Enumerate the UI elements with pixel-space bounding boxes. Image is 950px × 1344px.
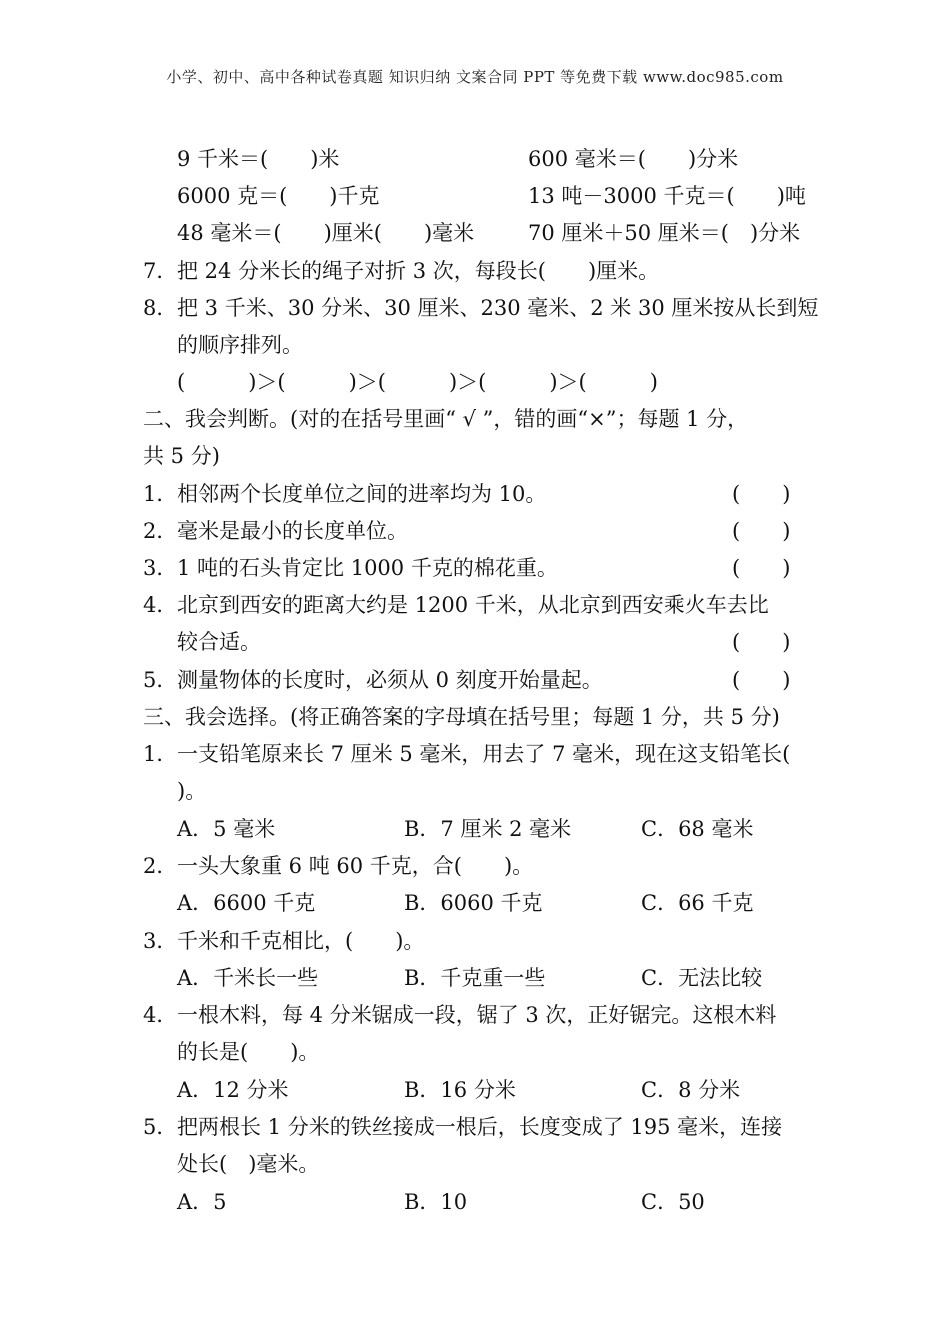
choice-1-option-a[interactable]: A．5 毫米 xyxy=(177,817,276,841)
choice-5-option-b[interactable]: B．10 xyxy=(404,1190,468,1214)
choice-1-option-b[interactable]: B．7 厘米 2 毫米 xyxy=(404,817,572,841)
choice-4-number: 4． xyxy=(143,1003,178,1027)
section2-title: 二、我会判断。(对的在括号里画“ √ ”，错的画“×”；每题 1 分， xyxy=(143,407,749,431)
judge-1-text: 相邻两个长度单位之间的进率均为 10。 xyxy=(177,482,547,506)
judge-4-text-cont: 较合适。 xyxy=(177,630,261,654)
judge-4-number: 4． xyxy=(143,593,178,617)
section2-title-cont: 共 5 分) xyxy=(143,444,220,468)
q7-number: 7． xyxy=(143,259,178,283)
q8-blanks: ( )＞( )＞( )＞( )＞( ) xyxy=(177,370,658,394)
judge-1-answer[interactable]: ( ) xyxy=(732,482,791,506)
choice-1-option-c[interactable]: C．68 毫米 xyxy=(641,817,754,841)
choice-2-number: 2． xyxy=(143,854,178,878)
choice-2-option-b[interactable]: B．6060 千克 xyxy=(404,891,543,915)
conversion-left-1: 9 千米＝( )米 xyxy=(177,147,340,171)
choice-4-option-b[interactable]: B．16 分米 xyxy=(404,1078,516,1102)
choice-5-number: 5． xyxy=(143,1115,178,1139)
choice-5-text: 把两根长 1 分米的铁丝接成一根后，长度变成了 195 毫米，连接 xyxy=(177,1115,783,1139)
q8-number: 8． xyxy=(143,296,178,320)
judge-4-text: 北京到西安的距离大约是 1200 千米，从北京到西安乘火车去比 xyxy=(177,593,769,617)
choice-2-option-a[interactable]: A．6600 千克 xyxy=(177,891,316,915)
q7-text: 把 24 分米长的绳子对折 3 次，每段长( )厘米。 xyxy=(177,259,660,283)
choice-3-option-b[interactable]: B．千克重一些 xyxy=(404,966,546,990)
judge-5-answer[interactable]: ( ) xyxy=(732,668,791,692)
judge-5-text: 测量物体的长度时，必须从 0 刻度开始量起。 xyxy=(177,668,603,692)
conversion-right-2: 13 吨－3000 千克＝( )吨 xyxy=(528,184,806,208)
choice-2-text: 一头大象重 6 吨 60 千克，合( )。 xyxy=(177,854,534,878)
choice-3-number: 3． xyxy=(143,929,178,953)
conversion-left-2: 6000 克＝( )千克 xyxy=(177,184,380,208)
q8-text-line2: 的顺序排列。 xyxy=(177,333,303,357)
choice-2-option-c[interactable]: C．66 千克 xyxy=(641,891,754,915)
choice-4-text-cont: 的长是( )。 xyxy=(177,1040,320,1064)
judge-3-answer[interactable]: ( ) xyxy=(732,556,791,580)
judge-2-number: 2． xyxy=(143,519,178,543)
choice-1-text: 一支铅笔原来长 7 厘米 5 毫米，用去了 7 毫米，现在这支铅笔长( xyxy=(177,742,791,766)
choice-5-option-c[interactable]: C．50 xyxy=(641,1190,705,1214)
choice-4-option-a[interactable]: A．12 分米 xyxy=(177,1078,289,1102)
judge-2-answer[interactable]: ( ) xyxy=(732,519,791,543)
judge-2-text: 毫米是最小的长度单位。 xyxy=(177,519,408,543)
choice-3-text: 千米和千克相比，( )。 xyxy=(177,929,425,953)
choice-1-number: 1． xyxy=(143,742,178,766)
choice-1-text-cont: )。 xyxy=(177,779,207,803)
conversion-right-1: 600 毫米＝( )分米 xyxy=(528,147,739,171)
choice-5-text-cont: 处长( )毫米。 xyxy=(177,1152,320,1176)
q8-text-line1: 把 3 千米、30 分米、30 厘米、230 毫米、2 米 30 厘米按从长到短 xyxy=(177,296,819,320)
judge-3-text: 1 吨的石头肯定比 1000 千克的棉花重。 xyxy=(177,556,558,580)
judge-1-number: 1． xyxy=(143,482,178,506)
section3-title: 三、我会选择。(将正确答案的字母填在括号里；每题 1 分，共 5 分) xyxy=(143,705,780,729)
choice-4-option-c[interactable]: C．8 分米 xyxy=(641,1078,741,1102)
choice-4-text: 一根木料，每 4 分米锯成一段，锯了 3 次，正好锯完。这根木料 xyxy=(177,1003,777,1027)
judge-3-number: 3． xyxy=(143,556,178,580)
conversion-left-3: 48 毫米＝( )厘米( )毫米 xyxy=(177,221,475,245)
choice-3-option-c[interactable]: C．无法比较 xyxy=(641,966,763,990)
choice-5-option-a[interactable]: A．5 xyxy=(177,1190,227,1214)
judge-5-number: 5． xyxy=(143,668,178,692)
conversion-right-3: 70 厘米＋50 厘米＝( )分米 xyxy=(528,221,801,245)
page-header: 小学、初中、高中各种试卷真题 知识归纳 文案合同 PPT 等免费下载 www.doc985.com xyxy=(166,68,784,86)
choice-3-option-a[interactable]: A．千米长一些 xyxy=(177,966,319,990)
judge-4-answer[interactable]: ( ) xyxy=(732,630,791,654)
